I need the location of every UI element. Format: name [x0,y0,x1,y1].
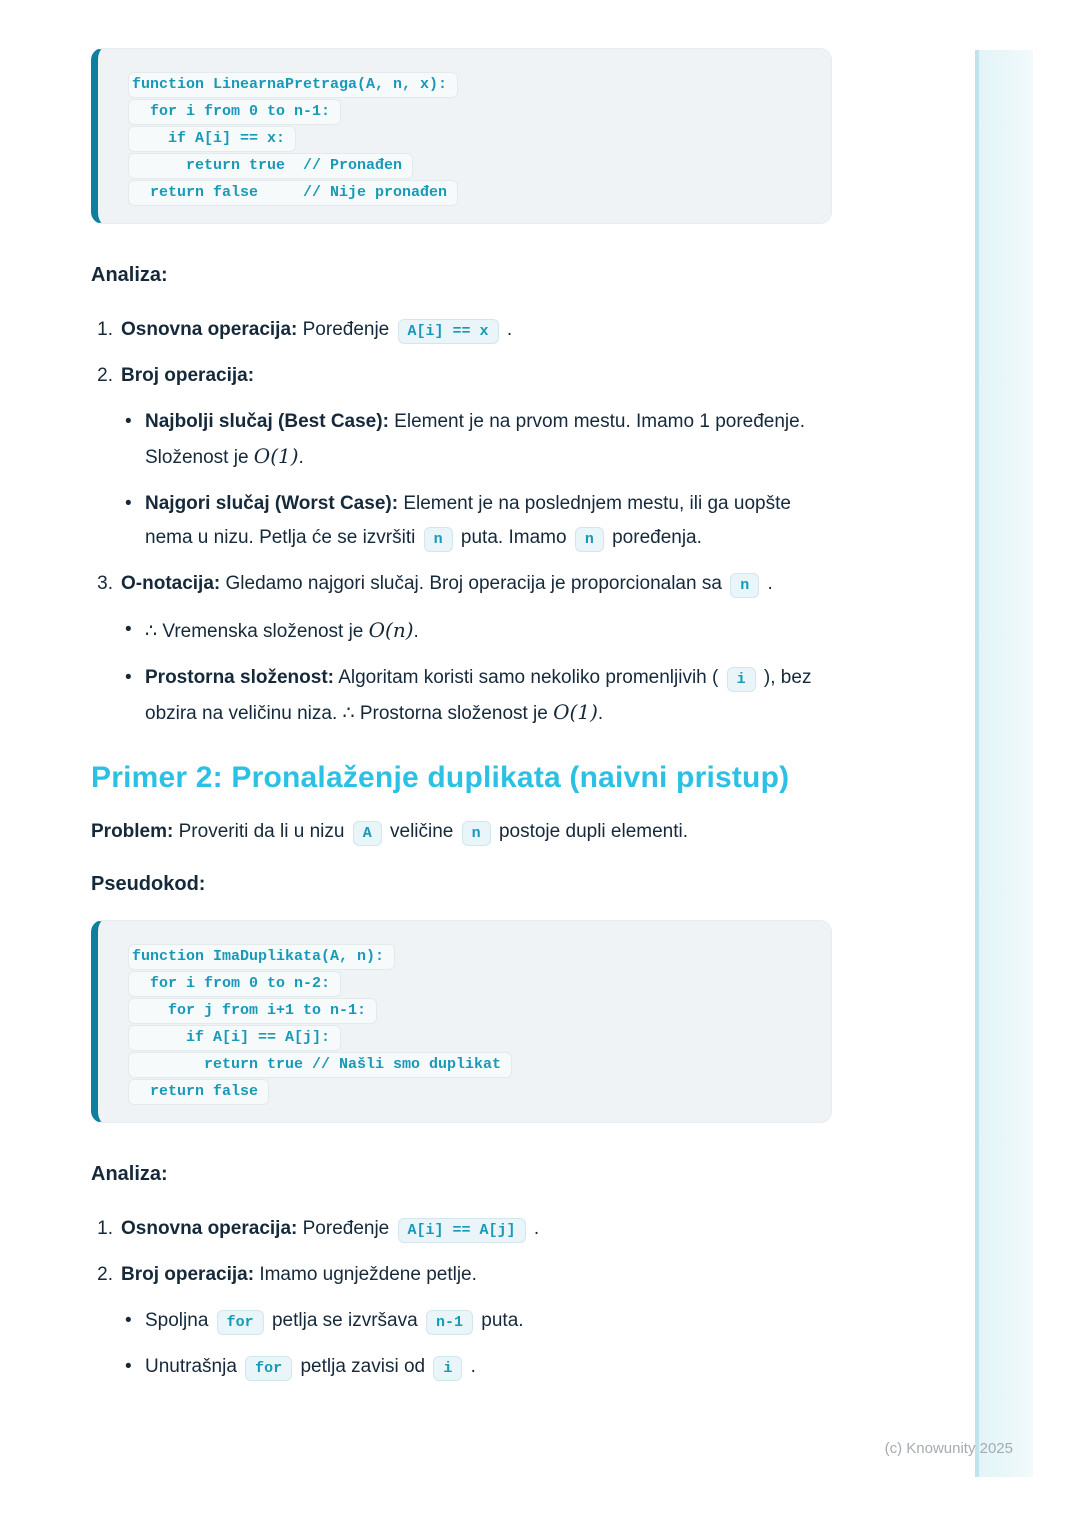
code-line-text: for j from i+1 to n-1: [128,998,377,1024]
analysis-ordered-list [91,313,832,731]
text-run: Unutrašnja [145,1356,243,1377]
text-run: Imamo ugnježdene petlje. [254,1264,477,1285]
bullet-marker: • [125,1310,132,1331]
copyright-watermark: (c) Knowunity 2025 [884,1440,1013,1457]
bullet-item-text [145,613,832,649]
code-line [128,1052,811,1079]
list-item-number: 2. [97,365,113,386]
code-line [128,998,811,1025]
text-run: . [501,319,513,340]
list-item-text [121,313,832,347]
text-run: . [762,573,773,594]
text-run: . [528,1218,540,1239]
bold-label: Najbolji slučaj (Best Case): [145,411,389,432]
text-run: ∴ Vremenska složenost je [145,621,369,642]
text-run: Poređenje [297,1218,395,1239]
bold-label: Problem: [91,821,174,842]
text-run: ), bez obzira na veličinu niza. ∴ Prostorna složenost je [145,667,812,724]
inline-code-chip: n [424,527,453,552]
list-item [91,1258,832,1384]
text-run: Poređenje [297,319,395,340]
inline-code-chip: A[i] == x [398,319,499,344]
bullet-item-text [145,1304,832,1338]
code-line [128,1025,811,1052]
text-run: . [413,621,419,642]
bullet-marker: • [125,667,132,688]
code-line [128,126,811,153]
text-run: Algoritam koristi samo nekoliko promenljivih ( [333,667,724,688]
text-run: . [465,1356,476,1377]
list-item [91,313,832,347]
code-line-text: for i from 0 to n-2: [128,971,341,997]
bold-label: Broj operacija: [121,1264,255,1285]
text-run: postoje dupli elementi. [493,821,689,842]
code-line-text: return false [128,1079,269,1105]
code-line [128,180,811,207]
analysis-heading: Analiza: [91,1163,168,1185]
page-margin-highlight-bar [975,50,1033,1477]
analysis-heading: Analiza: [91,264,168,286]
bullet-item [121,487,832,555]
text-run: Proveriti da li u nizu [173,821,350,842]
code-line-text: for i from 0 to n-1: [128,99,341,125]
inline-code-chip: n [575,527,604,552]
bold-label: Najgori slučaj (Worst Case): [145,493,399,514]
inline-code-chip: i [727,667,756,692]
text-run: veličine [384,821,459,842]
bullet-item-text [145,1350,832,1384]
text-run: . [298,447,304,468]
text-run: puta. [476,1310,524,1331]
text-run: Gledamo najgori slučaj. Broj operacija je proporcionalan sa [220,573,728,594]
code-line-text: function LinearnaPretraga(A, n, x): [128,72,458,98]
bullet-item [121,1304,832,1338]
inline-code-chip: A[i] == A[j] [398,1218,526,1243]
problem-statement [91,815,832,849]
inline-code-chip: n-1 [426,1310,473,1335]
code-line [128,1079,811,1106]
bullet-item-text [145,487,832,555]
code-line [128,99,811,126]
text-run: puta. Imamo [455,527,572,548]
math-expression: O(1) [553,700,598,724]
list-item-text [121,1212,832,1246]
text-run: Element je na poslednjem mestu, ili ga uopšte nema u nizu. Petlja će se izvršiti [145,493,791,548]
code-line-text: function ImaDuplikata(A, n): [128,944,395,970]
text-run: poređenja. [606,527,702,548]
bullet-item [121,1350,832,1384]
pseudokod-label: Pseudokod: [91,873,206,895]
math-expression: O(1) [253,444,299,468]
bold-label: Osnovna operacija: [121,319,298,340]
bullet-item [121,613,832,649]
list-item [91,567,832,731]
text-run: Spoljna [145,1310,214,1331]
bullet-item [121,405,832,475]
bullet-item-text [145,405,832,475]
text-run: . [597,703,604,724]
code-line [128,971,811,998]
text-run: Element je na prvom mestu. Imamo 1 poređenje. Složenost je [145,411,805,468]
text-run: petlja zavisi od [295,1356,431,1377]
pseudocode-block-linear-search [91,48,832,224]
nested-bullet-list [121,613,832,731]
bold-label: Broj operacija: [121,365,255,386]
code-line-text: return false // Nije pronađen [128,180,458,206]
list-item [91,359,832,555]
list-item-number: 1. [97,319,113,340]
bullet-item-text [145,661,832,731]
inline-code-chip: A [353,821,382,846]
bold-label: Osnovna operacija: [121,1218,298,1239]
inline-code-chip: n [730,573,759,598]
bullet-marker: • [125,411,132,432]
section-heading-primer-2: Primer 2: Pronalaženje duplikata (naivni pristup) [91,761,790,794]
inline-code-chip: for [217,1310,264,1335]
bullet-marker: • [125,493,132,514]
text-run: petlja se izvršava [266,1310,423,1331]
code-line [128,153,811,180]
inline-code-chip: i [433,1356,462,1381]
code-line-text: return true // Našli smo duplikat [128,1052,512,1078]
bold-label: Prostorna složenost: [145,667,334,688]
code-line [128,944,811,971]
pseudocode-block-duplicates [91,920,832,1123]
list-item-text [121,1258,832,1292]
list-item-text [121,567,832,601]
analysis-ordered-list [91,1212,832,1384]
code-line-text: if A[i] == x: [128,126,296,152]
document-content [91,0,832,1384]
list-item-number: 1. [97,1218,113,1239]
list-item-number: 3. [97,573,113,594]
math-expression: O(n) [368,618,414,642]
code-line [128,72,811,99]
bullet-marker: • [125,1356,132,1377]
code-line-text: if A[i] == A[j]: [128,1025,341,1051]
list-item-number: 2. [97,1264,113,1285]
list-item-text [121,359,832,393]
bold-label: O-notacija: [121,573,221,594]
inline-code-chip: for [245,1356,292,1381]
nested-bullet-list [121,405,832,555]
nested-bullet-list [121,1304,832,1384]
code-line-text: return true // Pronađen [128,153,413,179]
bullet-item [121,661,832,731]
bullet-marker: • [125,619,132,640]
inline-code-chip: n [462,821,491,846]
list-item [91,1212,832,1246]
